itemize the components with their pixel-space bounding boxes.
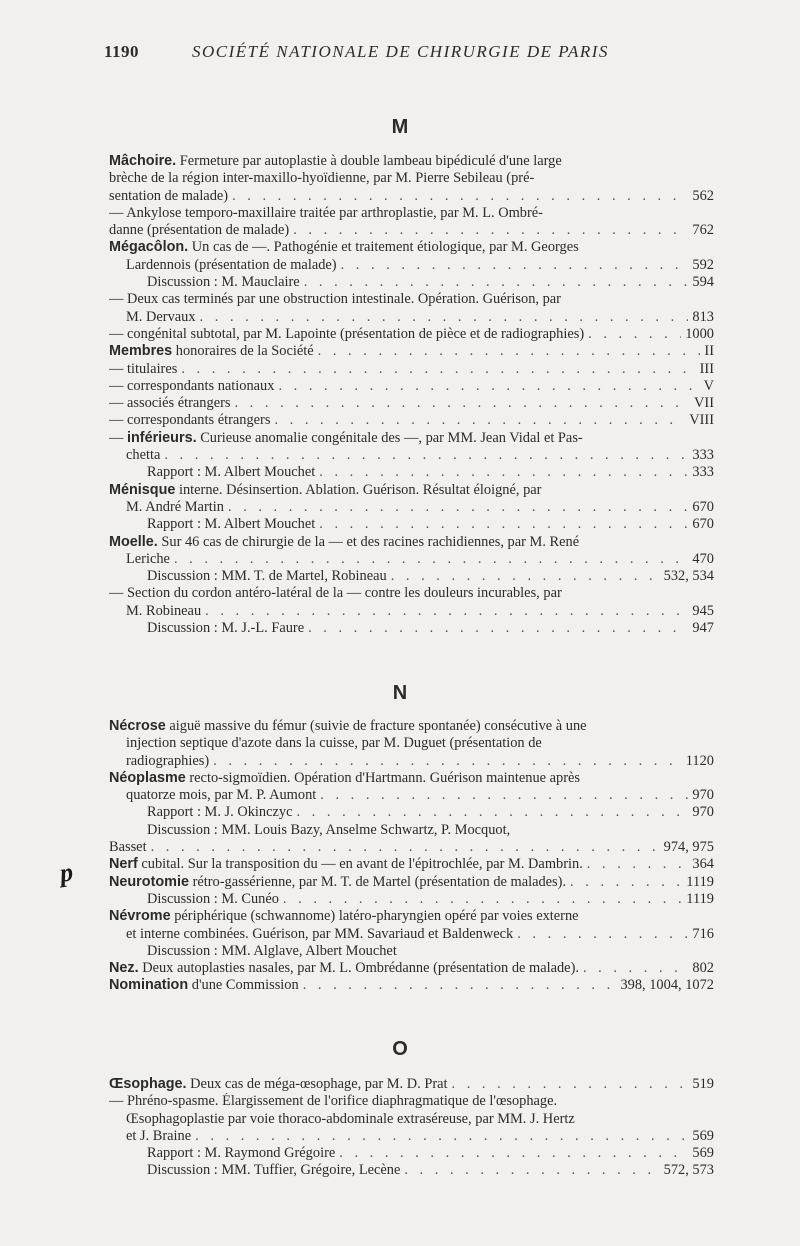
entry-text bbox=[109, 960, 579, 977]
entry-text-run: honoraires de la Société bbox=[172, 343, 314, 360]
entry-text bbox=[109, 856, 583, 873]
entry-text bbox=[109, 874, 566, 891]
leader-dots bbox=[517, 926, 688, 943]
page-reference: 1000 bbox=[685, 325, 714, 342]
leader-dots bbox=[181, 361, 695, 378]
section-letter-o: O bbox=[392, 1038, 408, 1060]
leader-dots bbox=[320, 787, 688, 804]
index-line bbox=[109, 620, 714, 637]
entry-text-run: périphérique (schwannome) latéro-pharyngien opéré par voies externe bbox=[170, 908, 579, 925]
entry-text bbox=[126, 603, 201, 620]
index-line bbox=[109, 499, 714, 516]
entry-text bbox=[109, 153, 562, 169]
entry-heading: Ménisque bbox=[109, 481, 176, 498]
page-reference: 813 bbox=[692, 308, 714, 325]
entry-text-run: Rapport : M. Raymond Grégoire bbox=[147, 1145, 336, 1162]
entry-text-run: Sur 46 cas de chirurgie de la — et des racines rachidiennes, par M. René bbox=[157, 533, 580, 550]
entry-text bbox=[126, 735, 542, 751]
entry-text bbox=[109, 1093, 557, 1109]
entry-text-run: — Phréno-spasme. Élargissement de l'orifice diaphragmatique de l'œsophage. bbox=[109, 1093, 558, 1110]
page-reference: 716 bbox=[692, 925, 714, 942]
entry-text bbox=[109, 839, 147, 856]
entry-text-run: — bbox=[109, 429, 127, 446]
entry-text-run: Discussion : M. Mauclaire bbox=[147, 274, 300, 291]
leader-dots bbox=[228, 499, 688, 516]
section-n-entries bbox=[109, 718, 714, 995]
entry-text-run: Discussion : MM. Louis Bazy, Anselme Schwartz, P. Mocquot, bbox=[147, 821, 511, 838]
index-line bbox=[109, 891, 714, 908]
entry-heading: Nomination bbox=[109, 977, 189, 994]
index-line bbox=[109, 257, 714, 274]
entry-text-run: Discussion : M. J.-L. Faure bbox=[147, 620, 305, 637]
entry-text bbox=[147, 464, 315, 481]
entry-text bbox=[147, 804, 292, 821]
entry-text bbox=[109, 1076, 448, 1093]
entry-text-run: Discussion : MM. Alglave, Albert Mouchet bbox=[147, 942, 397, 959]
section-m-entries bbox=[109, 153, 714, 637]
index-line bbox=[109, 551, 714, 568]
entry-text-run: M. Robineau bbox=[126, 602, 202, 619]
page-reference: 532, 534 bbox=[663, 568, 714, 585]
entry-text bbox=[109, 534, 579, 550]
leader-dots bbox=[164, 447, 688, 464]
page-reference: 594 bbox=[692, 274, 714, 291]
page-reference: 398, 1004, 1072 bbox=[620, 977, 714, 994]
index-line bbox=[109, 787, 714, 804]
index-line bbox=[109, 977, 714, 994]
index-line bbox=[109, 908, 714, 925]
index-line bbox=[109, 447, 714, 464]
leader-dots bbox=[304, 274, 689, 291]
journal-title: SOCIÉTÉ NATIONALE DE CHIRURGIE DE PARIS bbox=[192, 42, 609, 61]
entry-text-run: et interne combinées. Guérison, par MM. Savariaud et Baldenweck bbox=[126, 925, 514, 942]
leader-dots bbox=[318, 343, 701, 360]
entry-text-run: injection septique d'azote dans la cuisse, par M. Duguet (présentation de bbox=[126, 735, 542, 752]
index-line bbox=[109, 170, 714, 187]
index-line bbox=[109, 1145, 714, 1162]
leader-dots bbox=[274, 412, 685, 429]
entry-text bbox=[147, 822, 510, 838]
page-reference: 519 bbox=[692, 1076, 714, 1092]
entry-text bbox=[109, 239, 579, 255]
entry-text bbox=[109, 378, 274, 395]
entry-text bbox=[147, 891, 279, 908]
entry-heading: Nez. bbox=[109, 960, 139, 977]
page-reference: 562 bbox=[692, 187, 714, 204]
entry-text-run: chetta bbox=[126, 447, 161, 464]
entry-text-run: Curieuse anomalie congénitale des —, par MM. Jean Vidal et Pas- bbox=[196, 429, 583, 446]
entry-text-run: Rapport : M. Albert Mouchet bbox=[147, 516, 316, 533]
entry-text-run: et J. Braine bbox=[126, 1127, 192, 1144]
page-reference: 947 bbox=[692, 620, 714, 637]
index-line bbox=[109, 735, 714, 752]
entry-text bbox=[147, 1145, 335, 1162]
page-reference: 974, 975 bbox=[663, 839, 714, 856]
index-line bbox=[109, 205, 714, 222]
index-line bbox=[109, 309, 714, 326]
index-line bbox=[109, 943, 714, 960]
entry-heading: Nerf bbox=[109, 856, 138, 873]
leader-dots bbox=[303, 977, 617, 994]
entry-heading: Mâchoire. bbox=[109, 153, 177, 169]
entry-text-run: Un cas de —. Pathogénie et traitement étiologique, par M. Georges bbox=[188, 239, 579, 256]
entry-heading: Moelle. bbox=[109, 533, 158, 550]
index-line bbox=[109, 534, 714, 551]
running-head bbox=[104, 42, 624, 66]
entry-text bbox=[109, 326, 584, 343]
leader-dots bbox=[404, 1162, 659, 1179]
entry-text bbox=[126, 926, 513, 943]
entry-text-run: Discussion : M. Cunéo bbox=[147, 890, 279, 907]
entry-text bbox=[126, 257, 337, 274]
entry-text-run: recto-sigmoïdien. Opération d'Hartmann. Guérison maintenue après bbox=[185, 769, 580, 786]
entry-text-run: rétro-gassérienne, par M. T. de Martel (présentation de malades). bbox=[188, 873, 567, 890]
leader-dots bbox=[341, 257, 689, 274]
index-line bbox=[109, 718, 714, 735]
page-reference: II bbox=[704, 343, 714, 360]
page-reference: III bbox=[699, 360, 714, 377]
index-line bbox=[109, 960, 714, 977]
leader-dots bbox=[205, 603, 688, 620]
entry-heading: Nécrose bbox=[109, 718, 166, 734]
index-line bbox=[109, 464, 714, 481]
entry-text bbox=[147, 568, 387, 585]
index-line bbox=[109, 222, 714, 239]
index-line bbox=[109, 856, 714, 873]
entry-text bbox=[109, 188, 228, 205]
index-line bbox=[109, 603, 714, 620]
entry-text bbox=[126, 787, 316, 804]
entry-text-run: Rapport : M. J. Okinczyc bbox=[147, 804, 293, 821]
section-letter-m: M bbox=[391, 116, 409, 138]
entry-text-run: Discussion : MM. Tuffier, Grégoire, Lecène bbox=[147, 1162, 401, 1179]
index-line bbox=[109, 153, 714, 170]
entry-text-run: — correspondants étrangers bbox=[109, 412, 271, 429]
index-line bbox=[109, 326, 714, 343]
entry-text bbox=[109, 361, 177, 378]
entry-text-run: Lardennois (présentation de malade) bbox=[126, 256, 337, 273]
entry-text bbox=[147, 516, 315, 533]
page-reference: 470 bbox=[692, 550, 714, 567]
entry-text bbox=[109, 482, 541, 498]
index-line bbox=[109, 412, 714, 429]
entry-text-run: quatorze mois, par M. P. Aumont bbox=[126, 787, 317, 804]
entry-text bbox=[109, 395, 230, 412]
entry-text-run: Fermeture par autoplastie à double lambeau bipédiculé d'une large bbox=[176, 153, 562, 169]
leader-dots bbox=[195, 1128, 688, 1145]
entry-text-run: Basset bbox=[109, 839, 147, 856]
index-line bbox=[109, 568, 714, 585]
entry-text bbox=[147, 620, 304, 637]
entry-text-run: danne (présentation de malade) bbox=[109, 222, 290, 239]
entry-text-run: d'une Commission bbox=[188, 977, 299, 994]
entry-text-run: radiographies) bbox=[126, 752, 210, 769]
index-line bbox=[109, 1162, 714, 1179]
index-line bbox=[109, 378, 714, 395]
entry-text-run: Deux cas de méga-œsophage, par M. D. Prat bbox=[186, 1076, 448, 1092]
leader-dots bbox=[213, 753, 682, 770]
index-line bbox=[109, 804, 714, 821]
page-number: 1190 bbox=[104, 42, 140, 61]
leader-dots bbox=[232, 188, 688, 205]
leader-dots bbox=[296, 804, 688, 821]
entry-text bbox=[147, 1162, 400, 1179]
entry-text bbox=[109, 170, 534, 186]
entry-text-run: — associés étrangers bbox=[109, 395, 231, 412]
leader-dots bbox=[587, 856, 689, 873]
page-reference: 333 bbox=[692, 447, 714, 464]
index-line bbox=[109, 1093, 714, 1110]
entry-text-run: interne. Désinsertion. Ablation. Guérison. Résultat éloigné, par bbox=[175, 481, 542, 498]
page-reference: 802 bbox=[692, 960, 714, 977]
leader-dots bbox=[151, 839, 660, 856]
index-line bbox=[109, 585, 714, 602]
leader-dots bbox=[319, 516, 688, 533]
entry-text bbox=[109, 205, 543, 221]
leader-dots bbox=[391, 568, 660, 585]
index-line bbox=[109, 753, 714, 770]
index-line bbox=[109, 839, 714, 856]
entry-text bbox=[109, 718, 587, 734]
index-line bbox=[109, 926, 714, 943]
leader-dots bbox=[339, 1145, 688, 1162]
page-reference: 762 bbox=[692, 222, 714, 239]
leader-dots bbox=[200, 309, 689, 326]
index-line bbox=[109, 770, 714, 787]
entry-text-run: brèche de la région inter-maxillo-hyoïdienne, par M. Pierre Sebileau (pré- bbox=[109, 170, 535, 187]
leader-dots bbox=[308, 620, 688, 637]
entry-text-run: M. André Martin bbox=[126, 498, 224, 515]
page-reference: 670 bbox=[692, 516, 714, 533]
entry-text-run: Leriche bbox=[126, 550, 170, 567]
entry-text-run: Œsophagoplastie par voie thoraco-abdominale extraséreuse, par MM. J. Hertz bbox=[126, 1110, 575, 1127]
entry-text bbox=[126, 499, 224, 516]
leader-dots bbox=[174, 551, 688, 568]
leader-dots bbox=[234, 395, 690, 412]
page-reference: 970 bbox=[692, 787, 714, 804]
entry-text-run: — Ankylose temporo-maxillaire traitée par arthroplastie, par M. L. Ombré- bbox=[109, 204, 543, 221]
page-reference: 970 bbox=[692, 804, 714, 821]
handwritten-margin-mark: p bbox=[57, 857, 75, 888]
index-line bbox=[109, 874, 714, 891]
entry-text-run: sentation de malade) bbox=[109, 187, 229, 204]
page-reference: 364 bbox=[692, 856, 714, 873]
entry-text-run: Discussion : MM. T. de Martel, Robineau bbox=[147, 568, 387, 585]
entry-text-run: — congénital subtotal, par M. Lapointe (présentation de pièce et de radiographies) bbox=[109, 325, 585, 342]
entry-text bbox=[109, 585, 562, 601]
page-reference: VII bbox=[694, 395, 714, 412]
index-line bbox=[109, 1076, 714, 1093]
entry-text bbox=[109, 291, 561, 307]
entry-text bbox=[126, 309, 196, 326]
entry-text bbox=[109, 343, 314, 360]
entry-text-run: — Deux cas terminés par une obstruction intestinale. Opération. Guérison, par bbox=[109, 291, 561, 308]
entry-text-run: — Section du cordon antéro-latéral de la — contre les douleurs incurables, par bbox=[109, 585, 562, 602]
entry-text bbox=[109, 770, 580, 786]
leader-dots bbox=[570, 874, 682, 891]
entry-text-run: M. Dervaux bbox=[126, 308, 196, 325]
index-line bbox=[109, 516, 714, 533]
page-reference: 592 bbox=[692, 256, 714, 273]
leader-dots bbox=[452, 1076, 689, 1093]
entry-text-run: Rapport : M. Albert Mouchet bbox=[147, 464, 316, 481]
leader-dots bbox=[283, 891, 682, 908]
section-letter-n: N bbox=[392, 682, 408, 704]
leader-dots bbox=[583, 960, 688, 977]
entry-heading: inférieurs. bbox=[127, 429, 197, 446]
entry-heading: Mégacôlon. bbox=[109, 239, 189, 256]
entry-text bbox=[147, 943, 397, 959]
index-line bbox=[109, 395, 714, 412]
index-line bbox=[109, 361, 714, 378]
page-reference: 572, 573 bbox=[663, 1162, 714, 1179]
entry-text bbox=[109, 430, 583, 446]
entry-heading: Néoplasme bbox=[109, 769, 186, 786]
page-reference: 1119 bbox=[686, 890, 714, 907]
index-line bbox=[109, 343, 714, 360]
page-reference: 333 bbox=[692, 464, 714, 481]
entry-text-run: — correspondants nationaux bbox=[109, 377, 275, 394]
index-line bbox=[109, 482, 714, 499]
index-line bbox=[109, 291, 714, 308]
leader-dots bbox=[278, 378, 699, 395]
entry-heading: Membres bbox=[109, 343, 173, 360]
entry-text bbox=[109, 977, 299, 994]
section-o-entries bbox=[109, 1076, 714, 1180]
page-reference: 569 bbox=[692, 1145, 714, 1162]
entry-text bbox=[126, 753, 209, 770]
entry-text bbox=[109, 412, 270, 429]
index-line bbox=[109, 239, 714, 256]
index-line bbox=[109, 430, 714, 447]
leader-dots bbox=[293, 222, 688, 239]
page-reference: 1120 bbox=[685, 752, 714, 769]
entry-heading: Œsophage. bbox=[109, 1076, 187, 1092]
entry-text bbox=[126, 1111, 575, 1127]
page-reference: 569 bbox=[692, 1127, 714, 1144]
index-line bbox=[109, 1111, 714, 1128]
leader-dots bbox=[319, 464, 688, 481]
entry-text bbox=[126, 1128, 191, 1145]
leader-dots bbox=[588, 326, 681, 343]
entry-text-run: aiguë massive du fémur (suivie de fracture spontanée) consécutive à une bbox=[165, 718, 587, 734]
index-line bbox=[109, 188, 714, 205]
page-reference: VIII bbox=[689, 412, 714, 429]
index-line bbox=[109, 274, 714, 291]
page-reference: 945 bbox=[692, 602, 714, 619]
entry-heading: Neurotomie bbox=[109, 873, 189, 890]
entry-text bbox=[126, 447, 160, 464]
entry-text bbox=[126, 551, 170, 568]
entry-text bbox=[109, 222, 289, 239]
entry-text-run: — titulaires bbox=[109, 360, 178, 377]
entry-text-run: cubital. Sur la transposition du — en avant de l'épitrochlée, par M. Dambrin. bbox=[137, 856, 583, 873]
entry-heading: Névrome bbox=[109, 908, 171, 925]
entry-text bbox=[109, 908, 579, 924]
entry-text-run: Deux autoplasties nasales, par M. L. Ombrédanne (présentation de malade). bbox=[138, 960, 579, 977]
page-reference: 1119 bbox=[686, 873, 714, 890]
page-reference: V bbox=[703, 377, 714, 394]
index-line bbox=[109, 822, 714, 839]
entry-text bbox=[147, 274, 300, 291]
page-reference: 670 bbox=[692, 498, 714, 515]
index-line bbox=[109, 1128, 714, 1145]
